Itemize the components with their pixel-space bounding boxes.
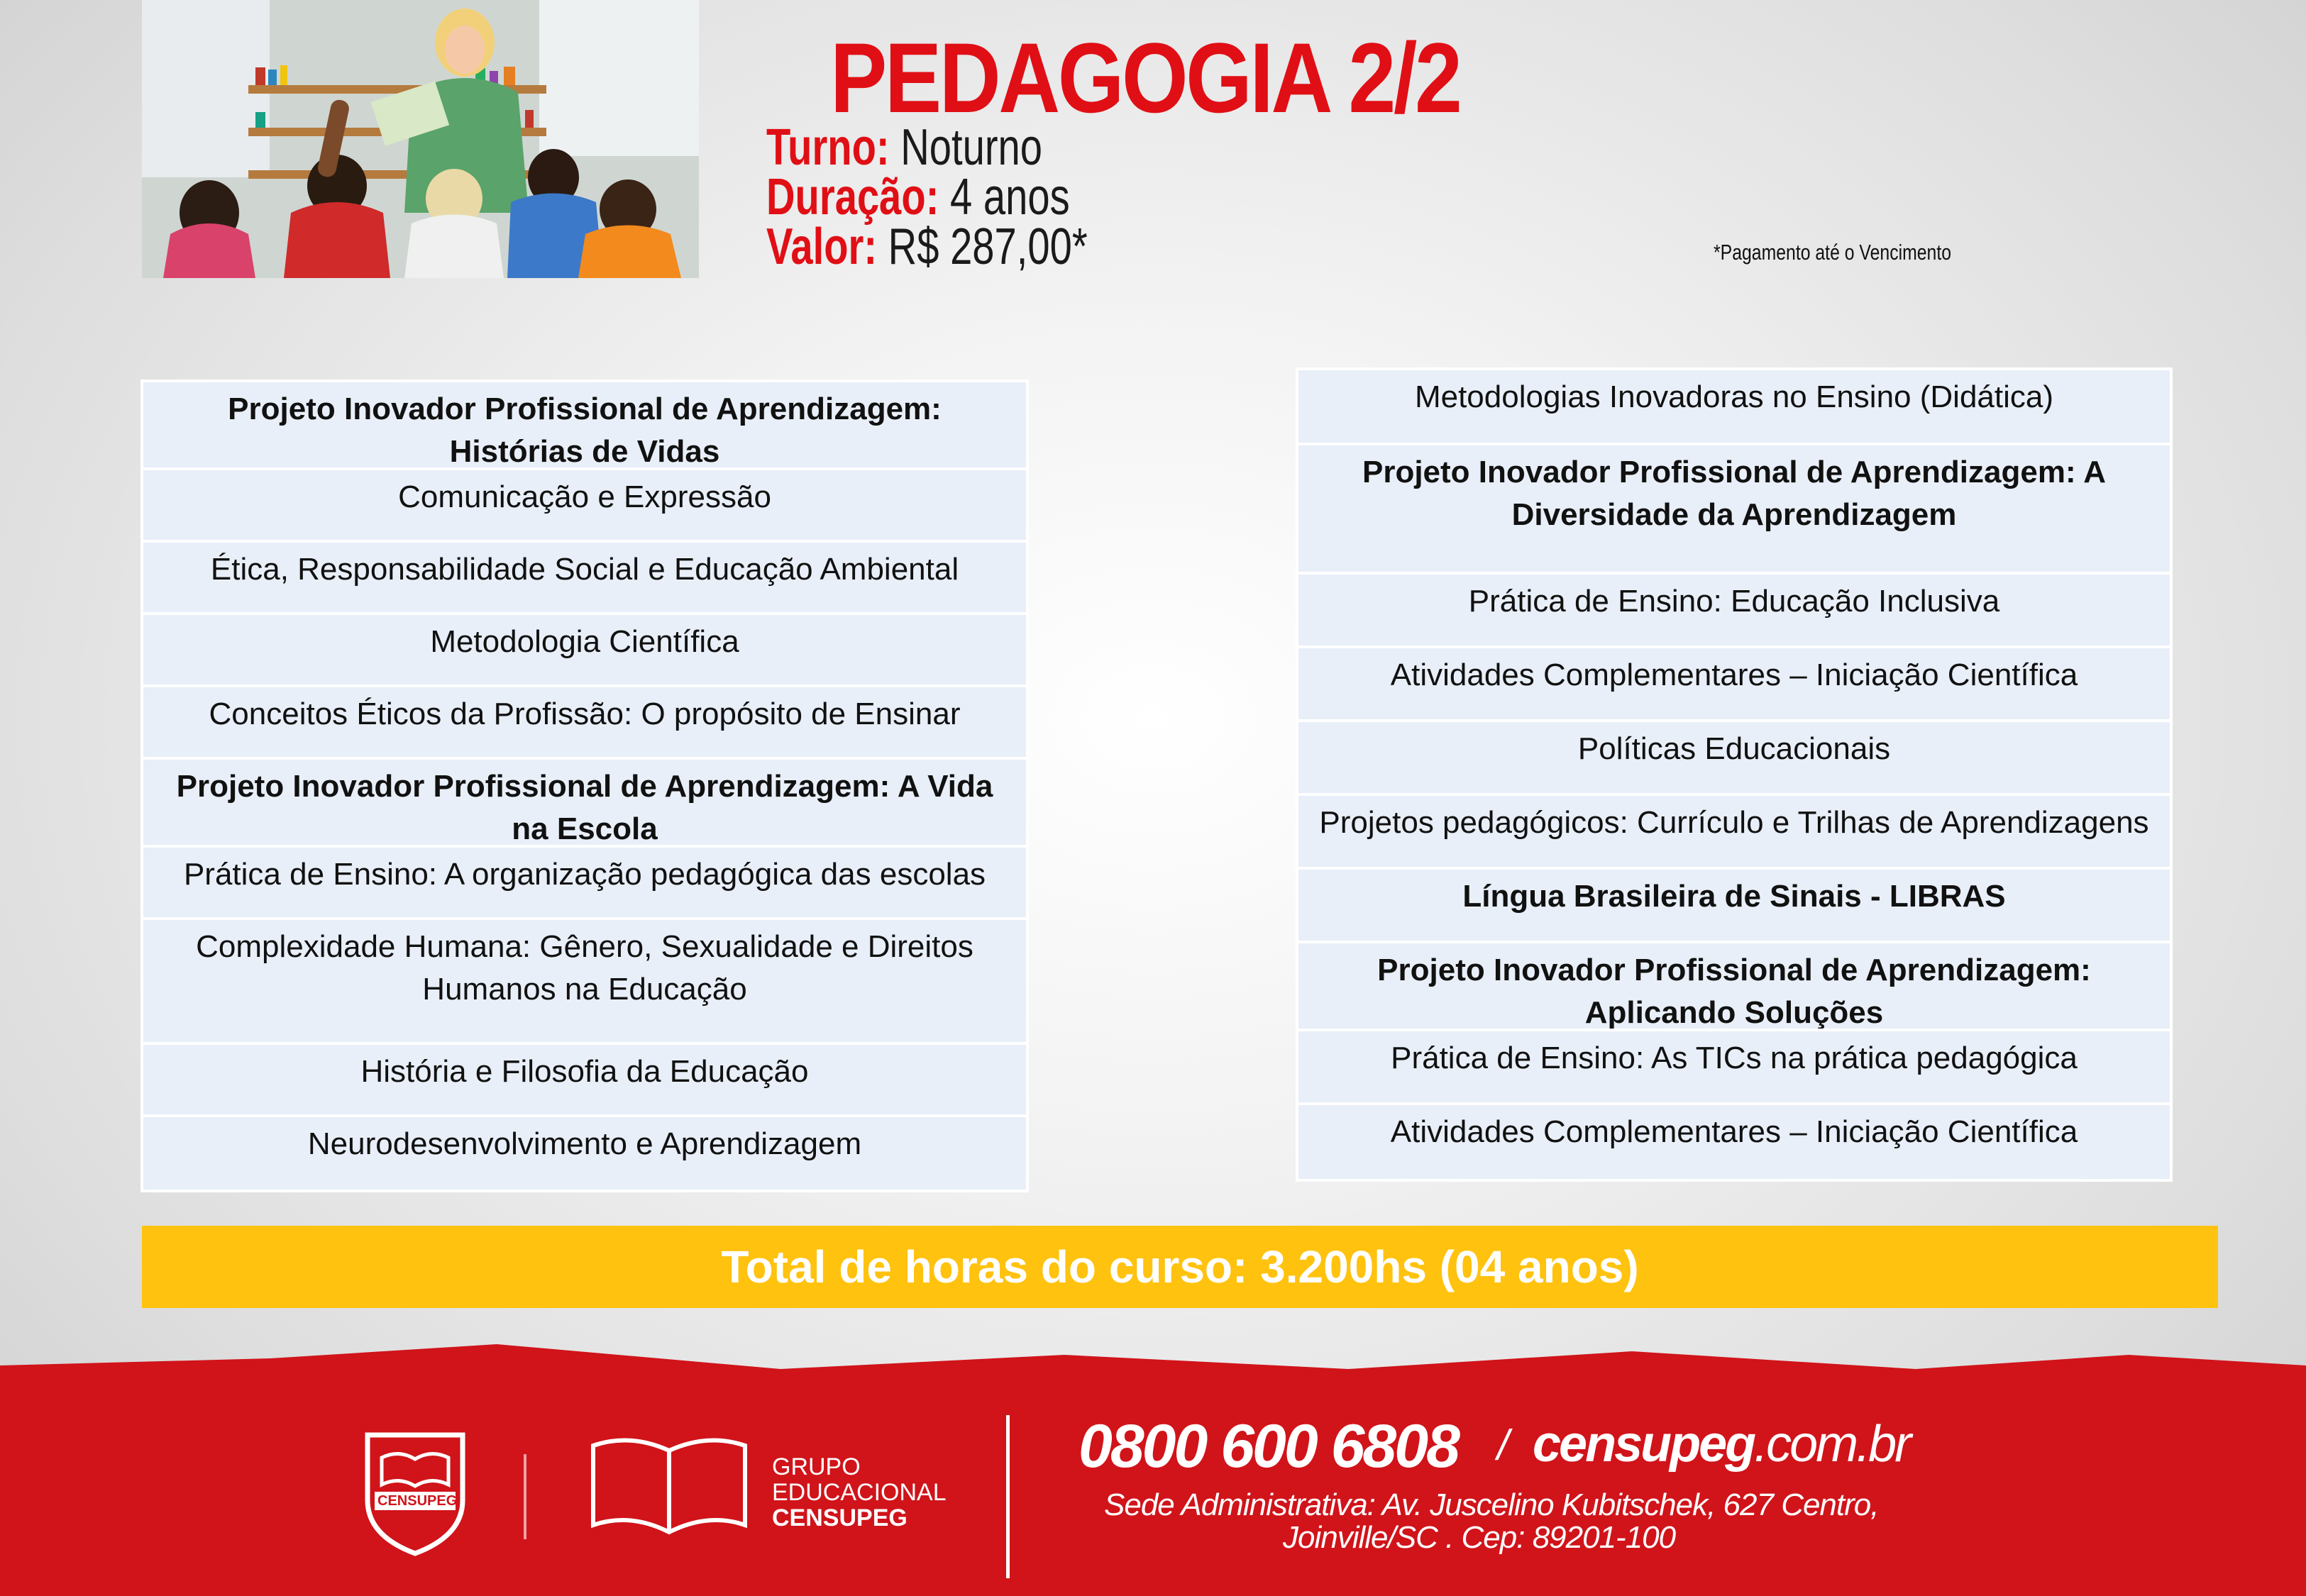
website-rest: .com.br: [1754, 1416, 1910, 1473]
phone-number: 0800 600 6808: [1078, 1412, 1458, 1480]
table-row: História e Filosofia da Educação: [143, 1045, 1026, 1117]
table-row: Projeto Inovador Profissional de Aprendizagem: Histórias de Vidas: [143, 382, 1026, 470]
table-row: Complexidade Humana: Gênero, Sexualidade e Direitos Humanos na Educação: [143, 920, 1026, 1045]
left-subjects-table: [140, 379, 1029, 1192]
table-row: Prática de Ensino: As TICs na prática pedagógica: [1298, 1031, 2170, 1105]
table-row: Projetos pedagógicos: Currículo e Trilhas de Aprendizagens: [1298, 796, 2170, 870]
footer-divider: [524, 1454, 526, 1539]
table-row: Língua Brasileira de Sinais - LIBRAS: [1298, 870, 2170, 943]
turno-label: Turno:: [766, 119, 890, 176]
table-row: Projeto Inovador Profissional de Aprendizagem: A Diversidade da Aprendizagem: [1298, 445, 2170, 575]
payment-note: *Pagamento até o Vencimento: [1714, 240, 1952, 265]
table-row: Metodologia Científica: [143, 615, 1026, 687]
turno-value: Noturno: [900, 119, 1043, 176]
address-line-1: Sede Administrativa: Av. Juscelino Kubitschek, 627 Centro,: [1104, 1487, 1879, 1522]
table-row: Conceitos Éticos da Profissão: O propósito de Ensinar: [143, 687, 1026, 760]
valor-label: Valor:: [766, 218, 878, 275]
duracao-label: Duração:: [766, 169, 939, 226]
table-row: Prática de Ensino: Educação Inclusiva: [1298, 575, 2170, 648]
duracao-line: [766, 169, 1070, 226]
table-row: Projeto Inovador Profissional de Aprendizagem: Aplicando Soluções: [1298, 943, 2170, 1031]
table-row: Atividades Complementares – Iniciação Científica: [1298, 1105, 2170, 1179]
censupeg-shield-logo: [362, 1429, 468, 1557]
duracao-value: 4 anos: [950, 169, 1070, 226]
table-row: Neurodesenvolvimento e Aprendizagem: [143, 1117, 1026, 1190]
classroom-photo: [142, 0, 699, 278]
group-line-3: CENSUPEG: [772, 1504, 907, 1531]
total-hours-banner: Total de horas do curso: 3.200hs (04 anos): [142, 1226, 2218, 1308]
turno-line: [766, 119, 1043, 176]
table-row: Metodologias Inovadoras no Ensino (Didática): [1298, 370, 2170, 445]
page-title: PEDAGOGIA 2/2: [830, 22, 1460, 133]
table-row: Políticas Educacionais: [1298, 722, 2170, 796]
table-row: Prática de Ensino: A organização pedagógica das escolas: [143, 848, 1026, 920]
website-bold: censupeg: [1533, 1416, 1755, 1473]
shield-logo-text: CENSUPEG: [377, 1493, 458, 1509]
group-line-1: GRUPO: [772, 1453, 861, 1480]
table-row: Atividades Complementares – Iniciação Científica: [1298, 648, 2170, 722]
footer-divider-main: [1006, 1415, 1010, 1578]
footer: [0, 1344, 2306, 1596]
website: [1533, 1415, 1909, 1473]
right-subjects-table: [1296, 367, 2173, 1182]
valor-value: R$ 287,00*: [888, 218, 1088, 275]
table-row: Comunicação e Expressão: [143, 470, 1026, 543]
valor-line: [766, 218, 1088, 275]
table-row: Projeto Inovador Profissional de Aprendizagem: A Vida na Escola: [143, 760, 1026, 848]
footer-separator: /: [1497, 1422, 1509, 1469]
address-line-2: Joinville/SC . Cep: 89201-100: [1283, 1520, 1676, 1555]
table-row: Ética, Responsabilidade Social e Educação Ambiental: [143, 543, 1026, 615]
open-book-icon: [587, 1433, 751, 1539]
group-line-2: EDUCACIONAL: [772, 1479, 947, 1506]
group-name: [772, 1454, 947, 1531]
